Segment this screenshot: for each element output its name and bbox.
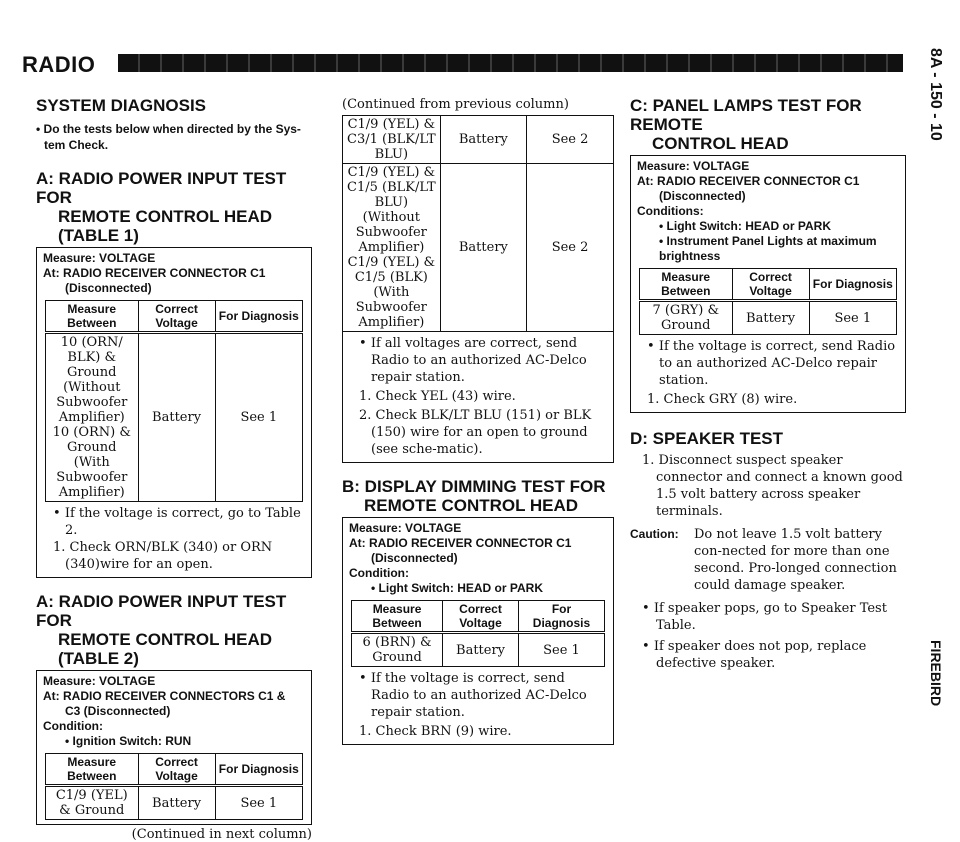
test-a1-notes: • If the voltage is correct, go to Table 2. 1. Check ORN/BLK (340) or ORN (340)wire for an open.	[53, 506, 301, 572]
side-footer-model: FIREBIRD	[928, 640, 944, 707]
test-b-notes: • If the voltage is correct, send Radio to an authorized AC-Delco repair station. 1. Check BRN (9) wire.	[359, 671, 587, 739]
test-a1-box	[36, 247, 312, 578]
table-row: 7 (GRY) & Ground Battery See 1	[640, 301, 897, 335]
test-d-title: D: SPEAKER TEST	[630, 429, 784, 448]
intro-text: • Do the tests below when directed by the Sys-tem Check.	[36, 122, 301, 152]
table-row: C1/9 (YEL) & C3/1 (BLK/LT BLU) Battery See 2	[343, 116, 613, 164]
test-b-table: Measure Between Correct Voltage For Diagnosis 6 (BRN) & Ground Battery See 1	[351, 600, 605, 667]
table-row: C1/9 (YEL) & C1/5 (BLK/LT BLU) (Without Subwoofer Amplifier) C1/9 (YEL) & C1/5 (BLK) (With Subwoofer Amplifier) Battery See 2	[343, 164, 613, 332]
test-a1-title: A: RADIO POWER INPUT TEST FOR REMOTE CONTROL HEAD (TABLE 1)	[36, 169, 287, 245]
column-1	[36, 96, 312, 842]
test-a2-title: A: RADIO POWER INPUT TEST FOR REMOTE CONTROL HEAD (TABLE 2)	[36, 592, 287, 668]
table-row: 6 (BRN) & Ground Battery See 1	[352, 633, 605, 667]
test-c-box	[630, 155, 906, 413]
page-header	[0, 0, 960, 80]
test-a1-table: Measure Between Correct Voltage For Diagnosis 10 (ORN/ BLK) & Ground (Without Subwoofer Amplifier) 10 (ORN) & Ground (With Subwoofer Amplifier) Battery See 1	[45, 300, 303, 502]
test-c-title: C: PANEL LAMPS TEST FOR REMOTE CONTROL HEAD	[630, 96, 862, 153]
test-a2-box	[36, 670, 312, 825]
page-title: RADIO	[22, 52, 96, 77]
table-row: C1/9 (YEL) & Ground Battery See 1	[46, 786, 303, 820]
test-c-measure: Measure: VOLTAGE At: RADIO RECEIVER CONNECTOR C1 (Disconnected) Conditions: • Light Switch: HEAD or PARK • Instrument Panel Lights at maximum brightness	[637, 159, 877, 263]
test-b-box	[342, 517, 614, 745]
test-a1-measure: Measure: VOLTAGE At: RADIO RECEIVER CONNECTOR C1 (Disconnected)	[43, 251, 266, 295]
test-a2-measure: Measure: VOLTAGE At: RADIO RECEIVER CONNECTORS C1 & C3 (Disconnected) Condition: • Ignition Switch: RUN	[43, 674, 286, 748]
test-c-notes: • If the voltage is correct, send Radio to an authorized AC-Delco repair station. 1. Check GRY (8) wire.	[647, 339, 896, 407]
section-title: SYSTEM DIAGNOSIS	[36, 96, 207, 115]
test-d-body: 1. Disconnect suspect speaker connector and connect a known good 1.5 volt battery across speaker terminals. Caution: Do not leave 1.5 volt battery con-nected for more than one second. Pro-longed connection could damage speaker. • If speaker pops, go to Speaker Test Table. • If speaker does not pop, replace defective speaker.	[630, 452, 906, 672]
test-b-title: B: DISPLAY DIMMING TEST FOR REMOTE CONTROL HEAD	[342, 477, 606, 515]
table-row: 10 (ORN/ BLK) & Ground (Without Subwoofer Amplifier) 10 (ORN) & Ground (With Subwoofer Amplifier) Battery See 1	[46, 333, 303, 502]
continued-from-note: (Continued from previous column)	[342, 97, 569, 112]
test-c-table: Measure Between Correct Voltage For Diagnosis 7 (GRY) & Ground Battery See 1	[639, 268, 897, 335]
side-page-code: 8A - 150 - 10	[927, 48, 944, 141]
column-3	[630, 96, 906, 672]
test-b-measure: Measure: VOLTAGE At: RADIO RECEIVER CONNECTOR C1 (Disconnected) Condition: • Light Switch: HEAD or PARK	[349, 521, 572, 595]
test-a2-table: Measure Between Correct Voltage For Diagnosis C1/9 (YEL) & Ground Battery See 1	[45, 753, 303, 820]
test-a2-continued-box	[342, 115, 614, 463]
test-a2-notes: • If all voltages are correct, send Radio to an authorized AC-Delco repair station. 1. Check YEL (43) wire. 2. Check BLK/LT BLU (151) or BLK (150) wire for an open to ground (see sche-matic).	[359, 336, 592, 457]
header-bar	[118, 54, 903, 72]
test-a2-continued-table	[343, 116, 613, 332]
continued-note: (Continued in next column)	[131, 827, 312, 842]
column-2	[342, 96, 614, 745]
caution: Caution: Do not leave 1.5 volt battery con-nected for more than one second. Pro-longed connection could damage speaker.	[630, 527, 897, 593]
